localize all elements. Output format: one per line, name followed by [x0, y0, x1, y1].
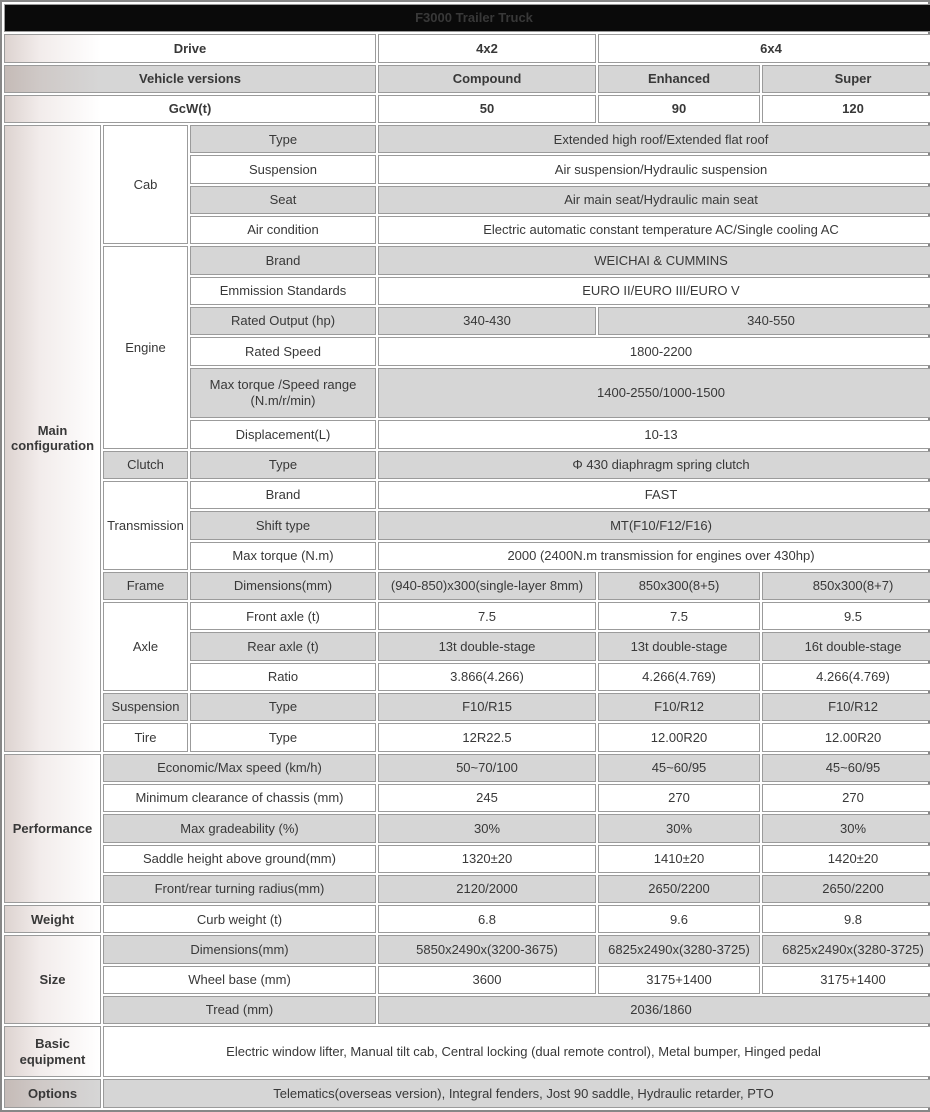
row-perf-turning-radius — [4, 875, 930, 903]
cell-suspension: Suspension — [190, 155, 376, 183]
cell-brand: Brand — [190, 481, 376, 509]
header-gcw: GcW(t) — [4, 95, 376, 123]
cell-4-266-4-769: 4.266(4.769) — [598, 663, 760, 691]
cell-12-00r20: 12.00R20 — [598, 723, 760, 751]
cell-weichai-cummins: WEICHAI & CUMMINS — [378, 246, 930, 274]
cell-430-diaphragm-spring-clutch: Φ 430 diaphragm spring clutch — [378, 451, 930, 479]
cell-1320-20: 1320±20 — [378, 845, 596, 873]
cell-rated-speed: Rated Speed — [190, 337, 376, 365]
cell-electric-automatic-constant-temperature-: Electric automatic constant temperature AC/Single cooling AC — [378, 216, 930, 244]
row-size-dimensions — [4, 935, 930, 963]
cell-wheel-base-mm: Wheel base (mm) — [103, 966, 376, 994]
header-vehicle-versions: Vehicle versions — [4, 65, 376, 93]
cell-6-8: 6.8 — [378, 905, 596, 933]
cell-6825x2490x-3280-3725: 6825x2490x(3280-3725) — [598, 935, 760, 963]
cell-saddle-height-above-ground-mm: Saddle height above ground(mm) — [103, 845, 376, 873]
section-performance: Performance — [4, 754, 101, 903]
cell-brand: Brand — [190, 246, 376, 274]
cell-air-condition: Air condition — [190, 216, 376, 244]
cell-10-13: 10-13 — [378, 420, 930, 448]
cell-emmission-standards: Emmission Standards — [190, 277, 376, 305]
row-size-tread — [4, 996, 930, 1024]
row-gcw — [4, 95, 930, 123]
row-perf-gradeability — [4, 814, 930, 842]
row-options — [4, 1079, 930, 1108]
cell-30: 30% — [762, 814, 930, 842]
cell-1410-20: 1410±20 — [598, 845, 760, 873]
row-weight-curb — [4, 905, 930, 933]
section-options: Options — [4, 1079, 101, 1108]
cell-ratio: Ratio — [190, 663, 376, 691]
row-transmission-brand — [4, 481, 930, 509]
row-engine-brand — [4, 246, 930, 274]
cell-economic-max-speed-km-h: Economic/Max speed (km/h) — [103, 754, 376, 782]
cell-type: Type — [190, 693, 376, 721]
header-drive: Drive — [4, 34, 376, 62]
cell-940-850-x300-single-layer-8mm: (940-850)x300(single-layer 8mm) — [378, 572, 596, 600]
section-weight: Weight — [4, 905, 101, 933]
cell-9-6: 9.6 — [598, 905, 760, 933]
subsection-axle: Axle — [103, 602, 188, 691]
row-suspension-type — [4, 693, 930, 721]
cell-270: 270 — [598, 784, 760, 812]
cell-6825x2490x-3280-3725: 6825x2490x(3280-3725) — [762, 935, 930, 963]
cell-f10-r12: F10/R12 — [598, 693, 760, 721]
row-tire-type — [4, 723, 930, 751]
cell-max-torque-speed-range-n-m-r-min: Max torque /Speed range (N.m/r/min) — [190, 368, 376, 419]
cell-45-60-95: 45~60/95 — [598, 754, 760, 782]
cell-120: 120 — [762, 95, 930, 123]
row-clutch-type — [4, 451, 930, 479]
cell-air-suspension-hydraulic-suspension: Air suspension/Hydraulic suspension — [378, 155, 930, 183]
row-perf-saddle-height — [4, 845, 930, 873]
cell-45-60-95: 45~60/95 — [762, 754, 930, 782]
cell-245: 245 — [378, 784, 596, 812]
cell-front-axle-t: Front axle (t) — [190, 602, 376, 630]
cell-3175-1400: 3175+1400 — [598, 966, 760, 994]
row-perf-speed — [4, 754, 930, 782]
cell-1420-20: 1420±20 — [762, 845, 930, 873]
cell-curb-weight-t: Curb weight (t) — [103, 905, 376, 933]
cell-displacement-l: Displacement(L) — [190, 420, 376, 448]
cell-extended-high-roof-extended-flat-roof: Extended high roof/Extended flat roof — [378, 125, 930, 153]
row-title — [4, 4, 930, 32]
cell-13t-double-stage: 13t double-stage — [598, 632, 760, 660]
cell-5850x2490x-3200-3675: 5850x2490x(3200-3675) — [378, 935, 596, 963]
subsection-clutch: Clutch — [103, 451, 188, 479]
cell-1800-2200: 1800-2200 — [378, 337, 930, 365]
cell-30: 30% — [378, 814, 596, 842]
section-basic-equipment: Basic equipment — [4, 1026, 101, 1077]
cell-16t-double-stage: 16t double-stage — [762, 632, 930, 660]
cell-max-gradeability: Max gradeability (%) — [103, 814, 376, 842]
cell-2036-1860: 2036/1860 — [378, 996, 930, 1024]
cell-fast: FAST — [378, 481, 930, 509]
cell-rated-output-hp: Rated Output (hp) — [190, 307, 376, 335]
cell-front-rear-turning-radius-mm: Front/rear turning radius(mm) — [103, 875, 376, 903]
cell-30: 30% — [598, 814, 760, 842]
cell-4-266-4-769: 4.266(4.769) — [762, 663, 930, 691]
section-main-configuration: Main configuration — [4, 125, 101, 751]
row-axle-front — [4, 602, 930, 630]
cell-tread-mm: Tread (mm) — [103, 996, 376, 1024]
row-vehicle-versions — [4, 65, 930, 93]
cell-dimensions-mm: Dimensions(mm) — [103, 935, 376, 963]
header-version-super: Super — [762, 65, 930, 93]
header-version-enhanced: Enhanced — [598, 65, 760, 93]
cell-max-torque-n-m: Max torque (N.m) — [190, 542, 376, 570]
cell-2650-2200: 2650/2200 — [762, 875, 930, 903]
header-version-compound: Compound — [378, 65, 596, 93]
cell-50: 50 — [378, 95, 596, 123]
cell-90: 90 — [598, 95, 760, 123]
cell-9-8: 9.8 — [762, 905, 930, 933]
row-cab-type — [4, 125, 930, 153]
cell-1400-2550-1000-1500: 1400-2550/1000-1500 — [378, 368, 930, 419]
cell-3175-1400: 3175+1400 — [762, 966, 930, 994]
cell-2650-2200: 2650/2200 — [598, 875, 760, 903]
cell-euro-ii-euro-iii-euro-v: EURO II/EURO III/EURO V — [378, 277, 930, 305]
cell-340-550: 340-550 — [598, 307, 930, 335]
row-perf-clearance — [4, 784, 930, 812]
cell-air-main-seat-hydraulic-main-seat: Air main seat/Hydraulic main seat — [378, 186, 930, 214]
cell-7-5: 7.5 — [378, 602, 596, 630]
cell-type: Type — [190, 451, 376, 479]
cell-f10-r15: F10/R15 — [378, 693, 596, 721]
table-title: F3000 Trailer Truck — [4, 4, 930, 32]
cell-minimum-clearance-of-chassis-mm: Minimum clearance of chassis (mm) — [103, 784, 376, 812]
subsection-frame: Frame — [103, 572, 188, 600]
cell-12-00r20: 12.00R20 — [762, 723, 930, 751]
cell-type: Type — [190, 723, 376, 751]
subsection-transmission: Transmission — [103, 481, 188, 570]
cell-13t-double-stage: 13t double-stage — [378, 632, 596, 660]
cell-f10-r12: F10/R12 — [762, 693, 930, 721]
section-size: Size — [4, 935, 101, 1024]
cell-3-866-4-266: 3.866(4.266) — [378, 663, 596, 691]
cell-340-430: 340-430 — [378, 307, 596, 335]
cell-rear-axle-t: Rear axle (t) — [190, 632, 376, 660]
cell-type: Type — [190, 125, 376, 153]
subsection-tire: Tire — [103, 723, 188, 751]
cell-telematics-overseas-version-integral-fen: Telematics(overseas version), Integral fenders, Jost 90 saddle, Hydraulic retarder, PTO — [103, 1079, 930, 1108]
cell-electric-window-lifter-manual-tilt-cab-c: Electric window lifter, Manual tilt cab, Central locking (dual remote control), Metal bumper, Hinged pedal — [103, 1026, 930, 1077]
cell-dimensions-mm: Dimensions(mm) — [190, 572, 376, 600]
header-drive-4x2: 4x2 — [378, 34, 596, 62]
cell-7-5: 7.5 — [598, 602, 760, 630]
row-frame-dimensions — [4, 572, 930, 600]
cell-850x300-8-7: 850x300(8+7) — [762, 572, 930, 600]
spec-table-body — [4, 4, 930, 1108]
cell-3600: 3600 — [378, 966, 596, 994]
subsection-engine: Engine — [103, 246, 188, 448]
cell-2120-2000: 2120/2000 — [378, 875, 596, 903]
row-basic-equipment — [4, 1026, 930, 1077]
cell-270: 270 — [762, 784, 930, 812]
spec-table — [2, 2, 930, 1110]
cell-mt-f10-f12-f16: MT(F10/F12/F16) — [378, 511, 930, 539]
cell-12r22-5: 12R22.5 — [378, 723, 596, 751]
header-drive-6x4: 6x4 — [598, 34, 930, 62]
cell-50-70-100: 50~70/100 — [378, 754, 596, 782]
row-drive — [4, 34, 930, 62]
cell-9-5: 9.5 — [762, 602, 930, 630]
cell-shift-type: Shift type — [190, 511, 376, 539]
subsection-suspension: Suspension — [103, 693, 188, 721]
cell-2000-2400n-m-transmission-for-engines-ov: 2000 (2400N.m transmission for engines over 430hp) — [378, 542, 930, 570]
row-size-wheel-base — [4, 966, 930, 994]
cell-seat: Seat — [190, 186, 376, 214]
subsection-cab: Cab — [103, 125, 188, 244]
cell-850x300-8-5: 850x300(8+5) — [598, 572, 760, 600]
